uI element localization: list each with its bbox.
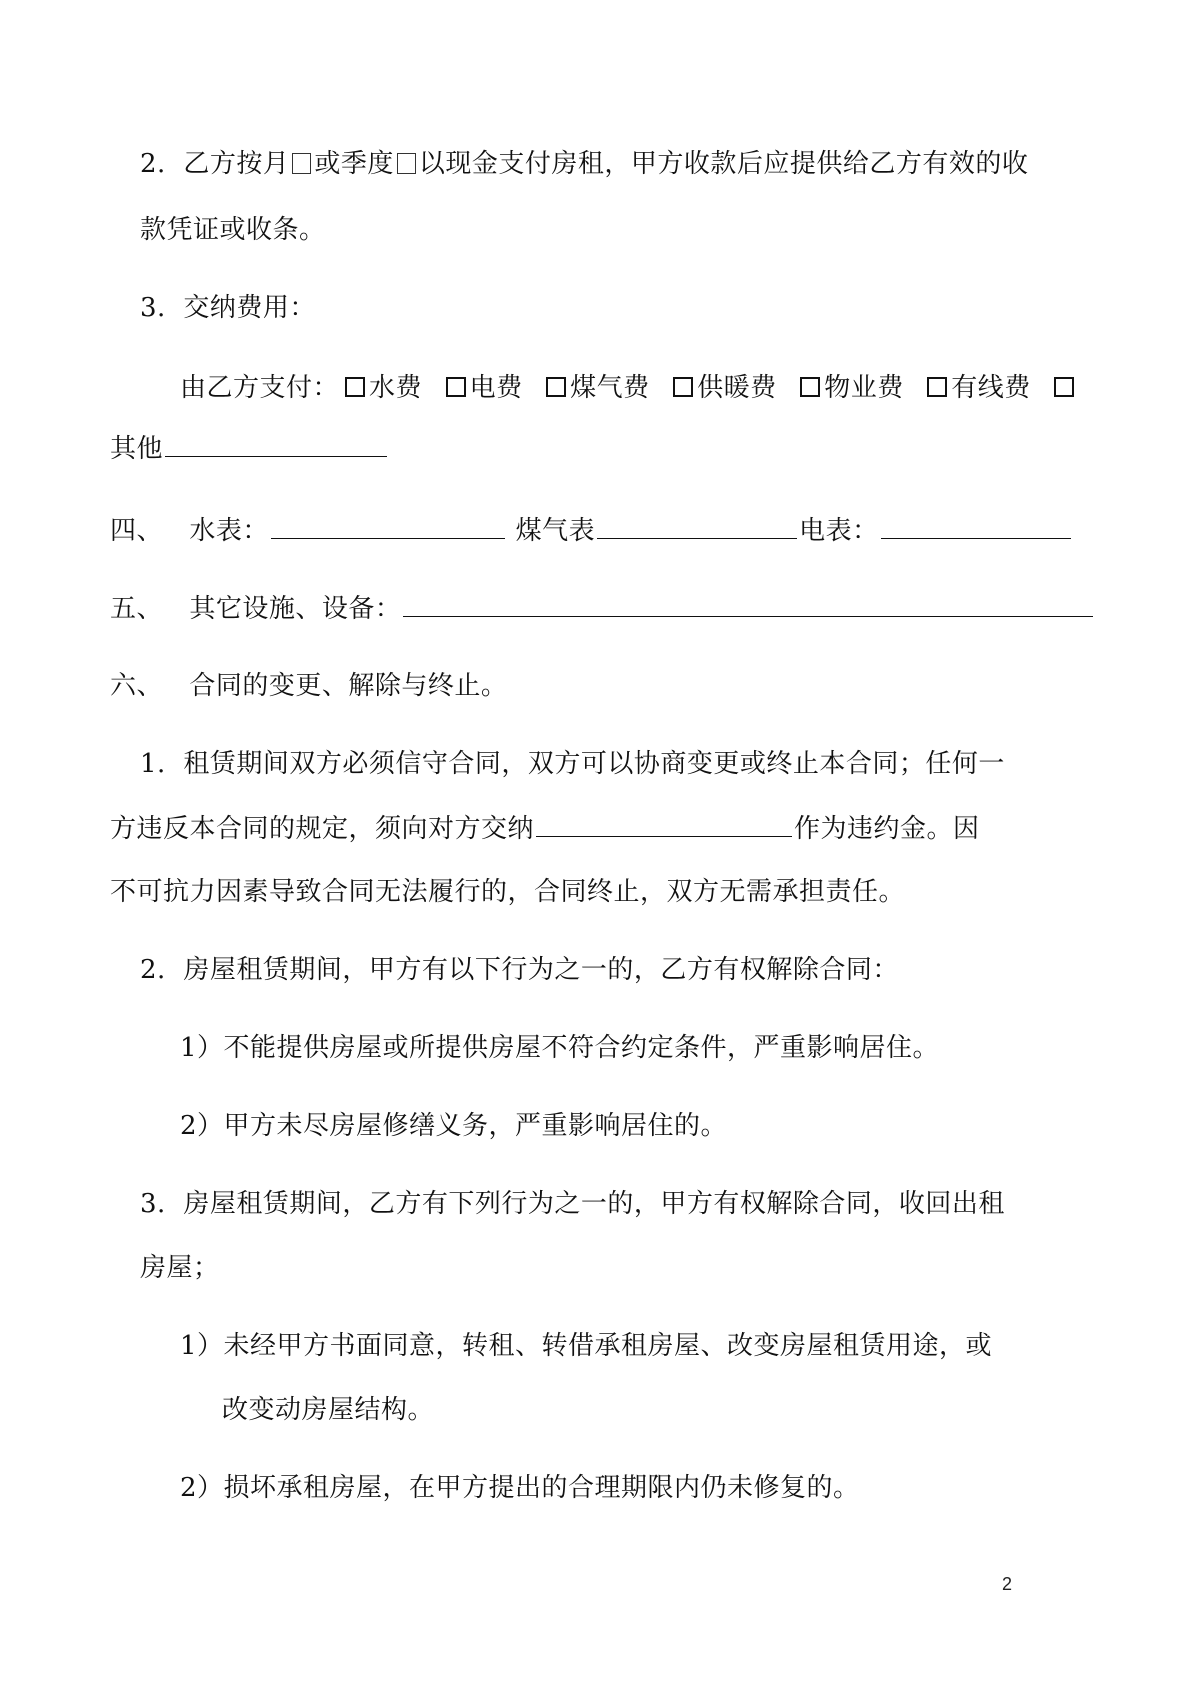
clause-2-text-c: 以现金支付房租，甲方收款后应提供给乙方有效的收 [418, 149, 1029, 179]
gas-fee-checkbox[interactable] [546, 377, 566, 397]
item-1-number: 1. [140, 749, 166, 779]
electric-fee-label: 电费 [469, 373, 523, 403]
facilities-field[interactable] [403, 590, 1093, 617]
item-1-text-2a: 方违反本合同的规定，须向对方交纳 [110, 814, 535, 844]
item-2-sub-1-number: 1） [180, 1033, 224, 1063]
clause-2-text-a: 乙方按月 [183, 149, 290, 179]
electric-meter-label: 电表： [799, 516, 879, 546]
water-fee-label: 水费 [369, 373, 423, 403]
penalty-amount-field[interactable] [536, 810, 792, 837]
clause-2-line-2: 款凭证或收条。 [140, 215, 326, 245]
other-fee-checkbox[interactable] [1054, 377, 1074, 397]
electric-fee-checkbox[interactable] [446, 377, 466, 397]
heating-fee-label: 供暖费 [697, 373, 777, 403]
item-3-text-1: 房屋租赁期间，乙方有下列行为之一的，甲方有权解除合同，收回出租 [183, 1189, 1005, 1219]
item-3-sub-2-number: 2） [180, 1473, 224, 1503]
facilities-label: 其它设施、设备： [189, 594, 402, 624]
gas-fee-label: 煤气费 [570, 373, 650, 403]
section-6-heading [110, 668, 507, 704]
fees-lead: 由乙方支付： [180, 373, 340, 403]
heating-fee-checkbox[interactable] [673, 377, 693, 397]
item-2-sub-2 [180, 1108, 727, 1144]
item-3-line-1 [140, 1186, 1005, 1222]
item-1-line-2 [110, 810, 980, 847]
item-2-sub-1 [180, 1030, 939, 1066]
quarterly-checkbox[interactable] [397, 153, 416, 174]
clause-2-number: 2. [140, 149, 166, 179]
clause-2-text-b: 或季度 [314, 149, 394, 179]
clause-2-line-1 [140, 146, 1028, 182]
property-fee-label: 物业费 [824, 373, 904, 403]
other-fee-label: 其他 [110, 434, 164, 464]
clause-3-number: 3. [140, 293, 166, 323]
water-meter-field[interactable] [271, 512, 505, 539]
facilities-line [110, 590, 1095, 627]
section-4-number: 四、 [110, 516, 164, 546]
other-fee-field[interactable] [165, 430, 387, 457]
item-3-sub-1-text-1: 未经甲方书面同意，转租、转借承租房屋、改变房屋租赁用途，或 [223, 1331, 993, 1361]
section-6-title: 合同的变更、解除与终止。 [189, 671, 508, 701]
section-5-number: 五、 [110, 594, 164, 624]
item-3-sub-2 [180, 1470, 860, 1506]
item-3-sub-1-line-2: 改变动房屋结构。 [222, 1395, 435, 1425]
item-2-sub-2-number: 2） [180, 1111, 224, 1141]
other-fee-line [110, 430, 389, 467]
clause-3-heading [140, 290, 316, 326]
item-2-text: 房屋租赁期间，甲方有以下行为之一的，乙方有权解除合同： [183, 955, 899, 985]
cable-fee-checkbox[interactable] [927, 377, 947, 397]
section-6-number: 六、 [110, 671, 164, 701]
item-1-text-2b: 作为违约金。因 [794, 814, 980, 844]
electric-meter-field[interactable] [881, 512, 1071, 539]
item-2-sub-1-text: 不能提供房屋或所提供房屋不符合约定条件，严重影响居住。 [223, 1033, 940, 1063]
fees-line [180, 370, 1078, 406]
item-3-number: 3. [140, 1189, 166, 1219]
item-1-line-1 [140, 746, 1005, 782]
clause-3-title: 交纳费用： [183, 293, 316, 323]
meters-line [110, 512, 1073, 549]
property-fee-checkbox[interactable] [800, 377, 820, 397]
item-3-sub-2-text: 损坏承租房屋，在甲方提出的合理期限内仍未修复的。 [223, 1473, 860, 1503]
item-3-sub-1-number: 1） [180, 1331, 224, 1361]
item-2-line [140, 952, 899, 988]
monthly-checkbox[interactable] [292, 153, 311, 174]
item-2-sub-2-text: 甲方未尽房屋修缮义务，严重影响居住的。 [223, 1111, 728, 1141]
gas-meter-label: 煤气表 [515, 516, 596, 546]
page-number: 2 [1002, 1574, 1013, 1594]
water-meter-label: 水表： [189, 516, 269, 546]
item-3-sub-1-line-1 [180, 1328, 992, 1364]
item-2-number: 2. [140, 955, 166, 985]
item-1-text-1: 租赁期间双方必须信守合同，双方可以协商变更或终止本合同；任何一 [183, 749, 1005, 779]
water-fee-checkbox[interactable] [345, 377, 365, 397]
item-3-line-2: 房屋； [140, 1253, 220, 1283]
gas-meter-field[interactable] [597, 512, 797, 539]
item-1-line-3: 不可抗力因素导致合同无法履行的，合同终止，双方无需承担责任。 [110, 877, 906, 907]
cable-fee-label: 有线费 [951, 373, 1031, 403]
